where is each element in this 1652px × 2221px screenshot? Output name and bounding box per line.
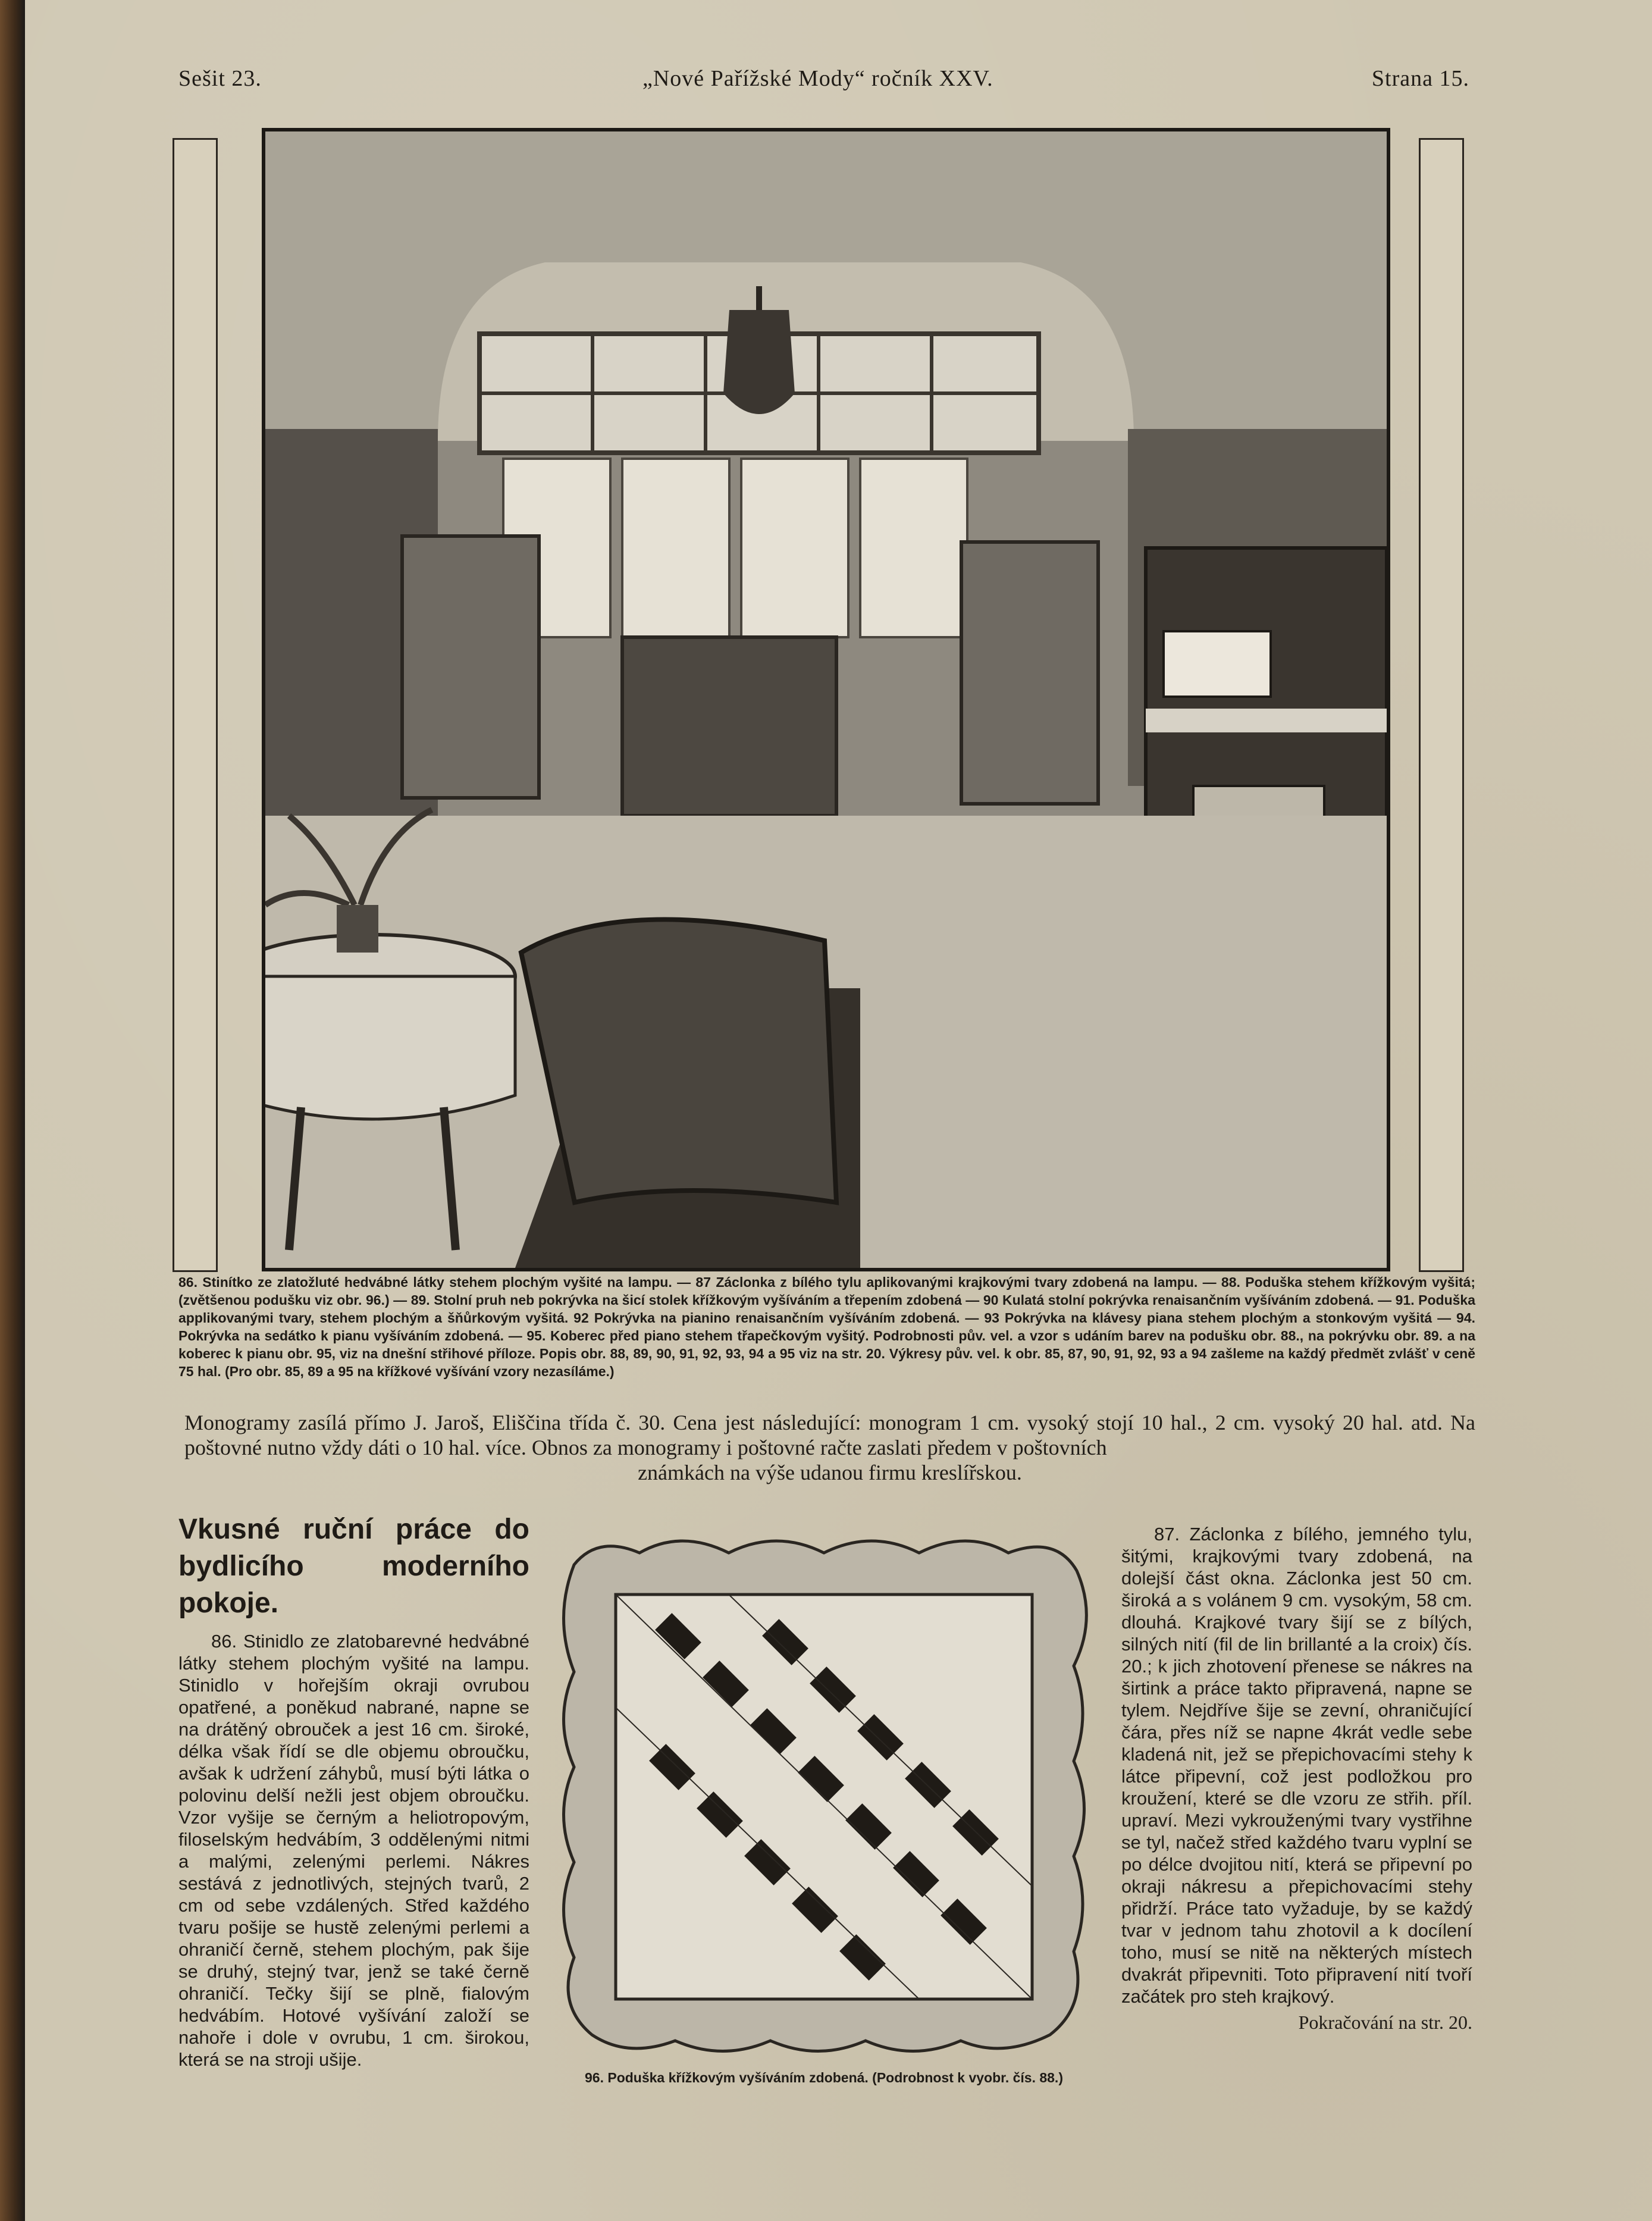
running-header <box>178 65 1469 101</box>
magazine-title: „Nové Pařížské Mody“ ročník XXV. <box>642 66 993 91</box>
right-frame-border <box>1419 138 1464 1272</box>
page-number: Strana 15. <box>1371 66 1469 91</box>
monogram-notice-last-line: známkách na výše udanou firmu kreslířskou. <box>638 1461 1022 1484</box>
continuation-note: Pokračování na str. 20. <box>1298 2012 1472 2033</box>
cushion-illustration <box>550 1529 1098 2065</box>
article-title: Vkusné ruční práce do bydlicího moderního pokoje. <box>178 1514 529 1619</box>
issue-number: Sešit 23. <box>178 66 262 91</box>
lampshade-description: 86. Stinidlo ze zlatobarevné hedvábné látky stehem plochým vyšité na lampu. Stinidlo v hořejším okraji ovrubou opatřené, a poněkud nabrané, napne se na drátěný obrouček a jest 16 cm. široké, délka však řídí se dle objemu obroučku, avšak k udržení záhybů, musí býti látka o polovinu delší nežli jest objem obroučku. Vzor vyšije se černým a heliotropovým, filoselským hedvábím, 3 oddělenými nitmi a malými, zelenými perlemi. Nákres sestává z jednotlivých, stejných tvarů, 2 cm od sebe vzdálených. Střed každého tvaru pošije se hustě zelenými perlemi a ohraničí černě, stehem plochým, pak šije se druhý, stejný tvar, jenž se také černě ohraničí. Tečky šijí se plně, fialovým hedvábím. Hotové vyšívání založí se nahoře i dole v ovrubu, 1 cm. širokou, která se na stroji ušije. <box>178 1631 529 2070</box>
article-left-column <box>178 1511 529 2070</box>
illustration-caption: 86. Stinítko ze zlatožluté hedvábné látky stehem plochým vyšité na lampu. — 87 Záclonka z bílého tylu aplikovanými krajkovými tvary zdobená na lampu. — 88. Poduška stehem křížkovým vyšitá; (zvětšenou podušku viz obr. 96.) — 89. Stolní pruh neb pokrývka na šicí stolek křížkovým vyšíváním a třepením zdobená — 90 Kulatá stolní pokrývka renaisančním vyšíváním zdobená. — 91. Poduška applikovanými tvary, stehem plochým a šňůrkovým vyšitá. 92 Pokrývka na pianino renaisančním vyšíváním zdobená. — 93 Pokrývka na klávesy piana stehem plochým a stonkovým vyšitá — 94. Pokrývka na sedátko k pianu vyšíváním zdobená. — 95. Koberec před piano stehem třapečkovým vyšitý. Podrobnosti pův. vel. a vzor s udáním barev na podušku obr. 88., na pokrývku obr. 89. a na koberec k pianu obr. 95, viz na dnešní střihové příloze. Popis obr. 88, 89, 90, 91, 92, 93, 94 a 95 viz na str. 20. Výkresy pův. vel. k obr. 85, 87, 90, 91, 92, 93 a 94 zašleme na každý předmět zvlášť v ceně 75 hal. (Pro obr. 85, 89 a 95 na křížkové vyšívání vzory nezasíláme.) <box>178 1274 1475 1379</box>
curtain-description: 87. Záclonka z bílého, jemného tylu, šitými, krajkovými tvary zdobená, na dolejší část okna. Záclonka jest 50 cm. široká a s volánem 9 cm. vysokým, 58 cm. dlouhá. Krajkové tvary šijí se z bílých, silných nití (fil de lin brillanté a la croix) čís. 20.; k jich zhotovení přenese se nákres na širtink a práce takto připravená, napne se tylem. Nejdříve šije se zevní, ohraničující čára, přes níž se napne 4krát vedle sebe kladená nit, jež se přepichovacími stehy k látce připevní, což jest podložkou pro kroužení, které se dle vzoru ze střih. příl. upraví. Mezi vykrouženými tvary vystřihne se tyl, načež střed každého tvaru vyplní se po délce dvojitou nití, která se připevní po okraji nákresu a přepichovacími stehy přidrží. Práce tato vyžaduje, by se každý tvar v jednom tahu zhotovil a k docílení toho, musí se nitě na některých místech dvakrát připevniti. Toto připravení nití tvoří začátek pro steh krajkový. <box>1121 1524 1472 2007</box>
cushion-caption: 96. Poduška křížkovým vyšíváním zdobená. (Podrobnost k vyobr. čís. 88.) <box>584 2070 1063 2085</box>
monogram-notice <box>184 1410 1475 1485</box>
monogram-notice-text: Monogramy zasílá přímo J. Jaroš, Eliščina třída č. 30. Cena jest následující: monogram 1 cm. vysoký stojí 10 hal., 2 cm. vysoký 20 hal. atd. Na poštovné nutno vždy dáti o 10 hal. více. Obnos za monogramy i poštovné račte zaslati předem v poštovních <box>184 1411 1475 1459</box>
article-right-column <box>1121 1523 1472 2034</box>
room-interior-drawing <box>265 131 1387 1268</box>
left-frame-border <box>173 138 218 1272</box>
book-spine <box>0 0 25 2221</box>
room-illustration <box>262 128 1390 1271</box>
